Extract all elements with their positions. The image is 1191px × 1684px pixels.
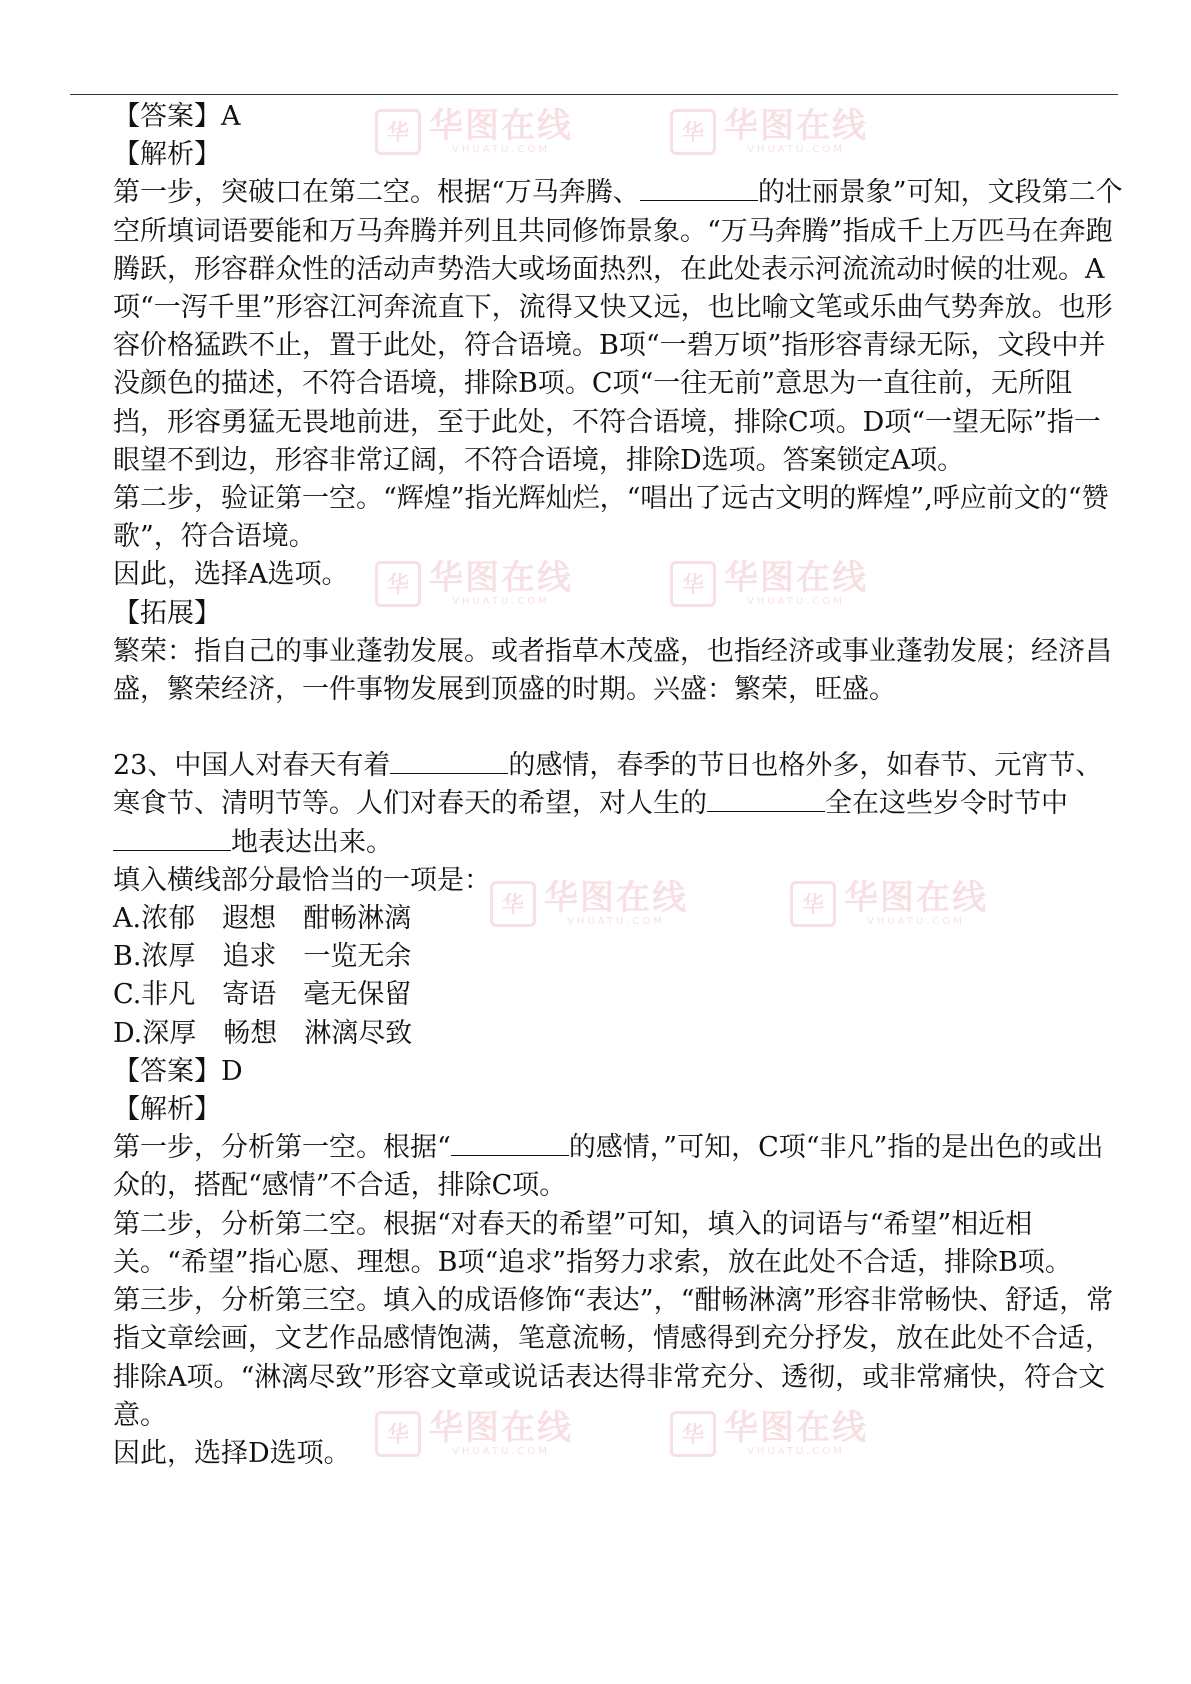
watermark: 华 华图在线 VHUATU.COM xyxy=(670,108,868,155)
q23-prompt: 填入横线部分最恰当的一项是： xyxy=(113,864,491,896)
option-d: D.深厚 畅想 淋漓尽致 xyxy=(113,1017,413,1049)
q23-step2: 第二步，分析第二空。根据“对春天的希望”可知，填入的词语与“希望”相近相关。“希望”指心愿、理想。B项“追求”指努力求索，放在此处不合适，排除B项。 xyxy=(113,1208,1072,1278)
watermark: 华 华图在线 VHUATU.COM xyxy=(490,880,688,927)
option-c: C.非凡 寄语 毫无保留 xyxy=(113,979,412,1011)
option-b: B.浓厚 追求 一览无余 xyxy=(113,941,412,973)
q23-step3: 第三步，分析第三空。填入的成语修饰“表达”，“酣畅淋漓”形容非常畅快、舒适，常指文章绘画，文艺作品感情饱满，笔意流畅，情感得到充分抒发，放在此处不合适，排除A项。“淋漓尽致”形容文章或说话表达得非常充分、透彻，或非常痛快，符合文意。 xyxy=(113,1285,1114,1431)
watermark: 华 华图在线 VHUATU.COM xyxy=(375,560,573,607)
q22-step1: 第一步，突破口在第二空。根据“万马奔腾、 的壮丽景象”可知，文段第二个空所填词语要能和万马奔腾并列且共同修饰景象。“万马奔腾”指成千上万匹马在奔跑腾跃，形容群众性的活动声势浩大或场面热烈，在此处表示河流流动时候的壮观。A项“一泻千里”形容江河奔流直下，流得又快又远，也比喻文笔或乐曲气势奔放。也形容价格猛跌不止，置于此处，符合语境。B项“一碧万顷”指形容青绿无际，文段中并没颜色的描述，不符合语境，排除B项。C项“一往无前”意思为一直往前，无所阻挡，形容勇猛无畏地前进，至于此处，不符合语境，排除C项。D项“一望无际”指一眼望不到边，形容非常辽阔，不符合语境，排除D选项。答案锁定A项。 xyxy=(113,174,1123,480)
document-body xyxy=(113,98,1123,1473)
q22-conclusion: 因此，选择A选项。 xyxy=(113,559,349,591)
brand-logo-icon: 华 xyxy=(670,561,716,607)
brand-logo-icon: 华 xyxy=(490,881,536,927)
watermark: 华 华图在线 VHUATU.COM xyxy=(375,1410,573,1457)
fill-blank xyxy=(451,1129,569,1156)
brand-logo-icon: 华 xyxy=(670,109,716,155)
brand-logo-icon: 华 xyxy=(670,1411,716,1457)
header-rule xyxy=(70,94,1118,95)
fill-blank xyxy=(640,174,758,201)
watermark: 华 华图在线 VHUATU.COM xyxy=(790,880,988,927)
fill-blank xyxy=(707,785,825,812)
q22-extension: 繁荣：指自己的事业蓬勃发展。或者指草木茂盛，也指经济或事业蓬勃发展；经济昌盛，繁荣经济，一件事物发展到顶盛的时期。兴盛：繁荣，旺盛。 xyxy=(113,635,1112,706)
fill-blank xyxy=(113,824,231,851)
brand-logo-icon: 华 xyxy=(375,561,421,607)
brand-logo-icon: 华 xyxy=(790,881,836,927)
q22-extension-label: 【拓展】 xyxy=(113,597,221,629)
q22-step2: 第二步，验证第一空。“辉煌”指光辉灿烂，“唱出了远古文明的辉煌”,呼应前文的“赞歌”，符合语境。 xyxy=(113,483,1109,553)
q23-answer: 【答案】D xyxy=(113,1055,243,1087)
q22-answer: 【答案】A xyxy=(113,101,241,132)
spacer xyxy=(113,709,1123,747)
watermark: 华 华图在线 VHUATU.COM xyxy=(670,560,868,607)
q23-conclusion: 因此，选择D选项。 xyxy=(113,1437,351,1469)
option-a: A.浓郁 遐想 酣畅淋漓 xyxy=(113,903,412,935)
fill-blank xyxy=(390,747,508,774)
q23-step1: 第一步，分析第一空。根据“ 的感情，”可知，C项“非凡”指的是出色的或出众的，搭配“感情”不合适，排除C项。 xyxy=(113,1129,1123,1205)
q23-stem: 23、中国人对春天有着 的感情，春季的节日也格外多，如春节、元宵节、寒食节、清明节等。人们对春天的希望，对人生的 全在这些岁令时节中地表达出来。 xyxy=(113,747,1123,862)
watermark: 华 华图在线 VHUATU.COM xyxy=(670,1410,868,1457)
brand-logo-icon: 华 xyxy=(375,109,421,155)
q22-analysis-label: 【解析】 xyxy=(113,139,221,171)
watermark: 华 华图在线 VHUATU.COM xyxy=(375,108,573,155)
brand-logo-icon: 华 xyxy=(375,1411,421,1457)
q23-analysis-label: 【解析】 xyxy=(113,1094,221,1126)
